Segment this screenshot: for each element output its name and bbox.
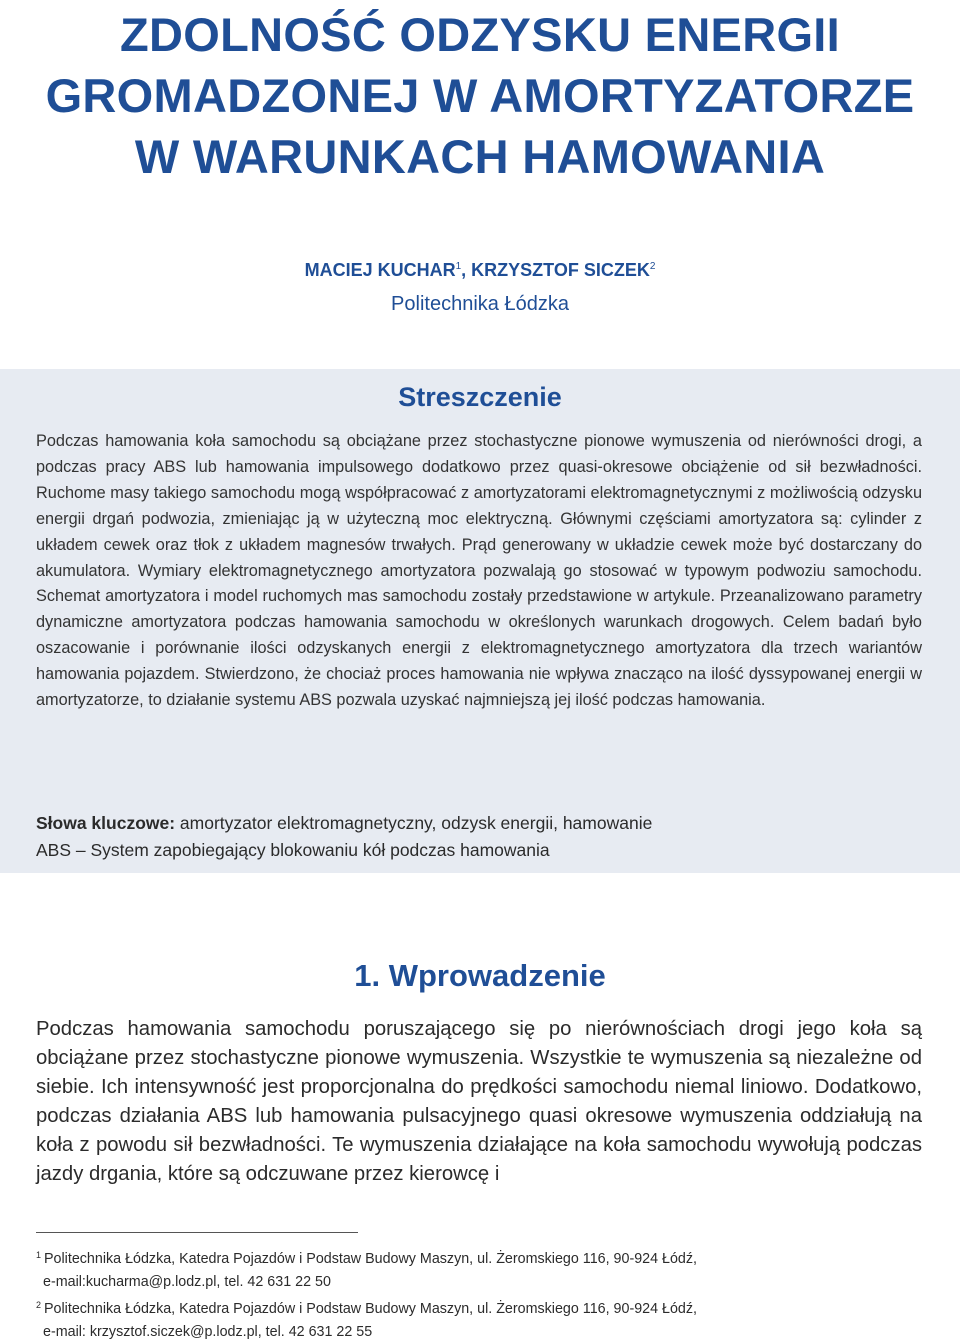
section-heading: 1. Wprowadzenie	[0, 954, 960, 998]
footnote-mark: 2	[650, 261, 656, 272]
abstract-body: Podczas hamowania koła samochodu są obciążane przez stochastyczne pionowe wymuszenia od nierówności drogi, a podczas pracy ABS lub hamowania impulsowego dodatkowo przez quasi-okresowe obciążenie od sił bezwładności. Ruchome masy takiego samochodu mogą współpracować z amortyzatorami elektromagnetycznymi z możliwością odzysku energii drgań podwozia, zmieniając ją w użyteczną moc elektryczną. Głównymi częściami amortyzatora są: cylinder z układem cewek oraz tłok z układem magnesów trwałych. Prąd generowany w układzie cewek może być dostarczany do akumulatora. Wymiary elektromagnetycznego amortyzatora pozwalają go stosować w typowym podwoziu samochodu. Schemat amortyzatora i model ruchomych mas samochodu zostały przedstawione w artykule. Przeanalizowano parametry dynamiczne amortyzatora podczas hamowania samochodu w określonych warunkach drogowych. Celem badań było oszacowanie i porównanie ilości odzyskanych energii z elektromagnetycznego amortyzatora dla trzech wariantów hamowania pojazdem. Stwierdzono, że chociaż proces hamowania nie wpływa znacząco na ilość dyssypowanej energii w amortyzatorze, to działanie systemu ABS pozwala uzyskać najmniejszą jej ilość podczas hamowania.	[36, 429, 922, 714]
footnote-number: 1	[36, 1250, 41, 1260]
author-name: KRZYSZTOF SICZEK	[471, 260, 650, 280]
footnote-contact: e-mail:kucharma@p.lodz.pl, tel. 42 631 22 50	[36, 1271, 916, 1294]
author-separator: ,	[461, 260, 471, 280]
footnote	[36, 1244, 916, 1293]
author-name: MACIEJ KUCHAR	[305, 260, 456, 280]
section-body: Podczas hamowania samochodu poruszającego się po nierównościach drogi jego koła są obciążane przez stochastyczne pionowe wymuszenia. Wszystkie te wymuszenia są niezależne od siebie. Ich intensywność jest proporcjonalna do prędkości samochodu niemal liniowo. Dodatkowo, podczas działania ABS lub hamowania pulsacyjnego quasi okresowe wymuszenia oddziałują na koła z powodu sił bezwładności. Te wymuszenia działające na koła samochodu wywołują podczas jazdy drgania, które są odczuwane przez kierowcę i	[36, 1015, 922, 1189]
author-list	[0, 254, 960, 283]
footnote	[36, 1294, 916, 1343]
paper-title	[0, 4, 960, 187]
abbreviation-line: ABS – System zapobiegający blokowaniu kół podczas hamowania	[36, 837, 922, 864]
footnote-text: Politechnika Łódzka, Katedra Pojazdów i Podstaw Budowy Maszyn, ul. Żeromskiego 116, 90-924 Łódź,	[44, 1251, 697, 1267]
footnote-mark: 1	[456, 261, 462, 272]
footnote-number: 2	[36, 1300, 41, 1310]
footnote-divider	[36, 1232, 358, 1233]
affiliation: Politechnika Łódzka	[0, 290, 960, 318]
keywords-label: Słowa kluczowe:	[36, 813, 175, 833]
title-line: W WARUNKACH HAMOWANIA	[0, 126, 960, 187]
title-line: GROMADZONEJ W AMORTYZATORZE	[0, 65, 960, 126]
footnote-contact: e-mail: krzysztof.siczek@p.lodz.pl, tel. 42 631 22 55	[36, 1321, 916, 1343]
abstract-heading: Streszczenie	[0, 381, 960, 413]
keywords-line	[36, 810, 922, 837]
keywords-block	[36, 810, 922, 864]
keywords-list: amortyzator elektromagnetyczny, odzysk energii, hamowanie	[175, 813, 652, 833]
title-line: ZDOLNOŚĆ ODZYSKU ENERGII	[0, 4, 960, 65]
footnote-text: Politechnika Łódzka, Katedra Pojazdów i Podstaw Budowy Maszyn, ul. Żeromskiego 116, 90-924 Łódź,	[44, 1301, 697, 1317]
